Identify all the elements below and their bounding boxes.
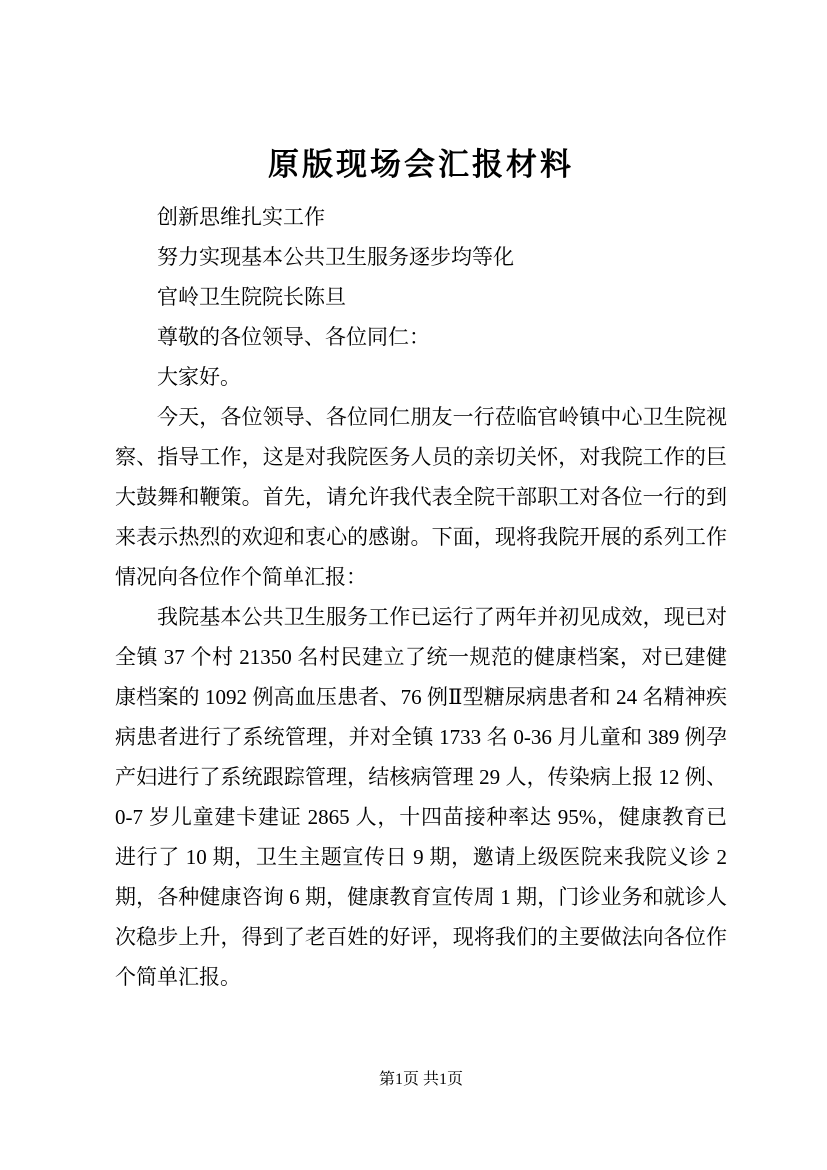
page-title: 原版现场会汇报材料 — [268, 147, 574, 182]
paragraph-greeting: 大家好。 — [157, 365, 241, 389]
paragraph-report-body: 我院基本公共卫生服务工作已运行了两年并初见成效，现已对全镇 37 个村 21350 名村民建立了统一规范的健康档案，对已建健康档案的 1092 例高血压患者、76 例Ⅱ型糖尿病患者和 24 名精神疾病患者进行了系统管理，并对全镇 1733 名 0-36 月儿童和 389 例孕产妇进行了系统跟踪管理，结核病管理 29 人，传染病上报 12 例、0-7 岁儿童建卡建证 2865 人，十四苗接种率达 95%，健康教育已进行了 10 期，卫生主题宣传日 9 期，邀请上级医院来我院义诊 2 期，各种健康咨询 6 期，健康教育宣传周 1 期，门诊业务和就诊人次稳步上升，得到了老百姓的好评，现将我们的主要做法向各位作个简单汇报。 — [115, 605, 727, 989]
paragraph-salutation: 尊敬的各位领导、各位同仁： — [157, 325, 430, 349]
paragraph-author: 官岭卫生院院长陈旦 — [157, 285, 346, 309]
paragraph-welcome: 今天，各位领导、各位同仁朋友一行莅临官岭镇中心卫生院视察、指导工作，这是对我院医务人员的亲切关怀，对我院工作的巨大鼓舞和鞭策。首先，请允许我代表全院干部职工对各位一行的到来表示热烈的欢迎和衷心的感谢。下面，现将我院开展的系列工作情况向各位作个简单汇报： — [115, 405, 727, 589]
paragraph-slogan-2: 努力实现基本公共卫生服务逐步均等化 — [157, 245, 514, 269]
paragraph-slogan-1: 创新思维扎实工作 — [157, 205, 325, 229]
document-content — [115, 145, 727, 997]
page-number-footer: 第1页 共1页 — [378, 1071, 463, 1088]
